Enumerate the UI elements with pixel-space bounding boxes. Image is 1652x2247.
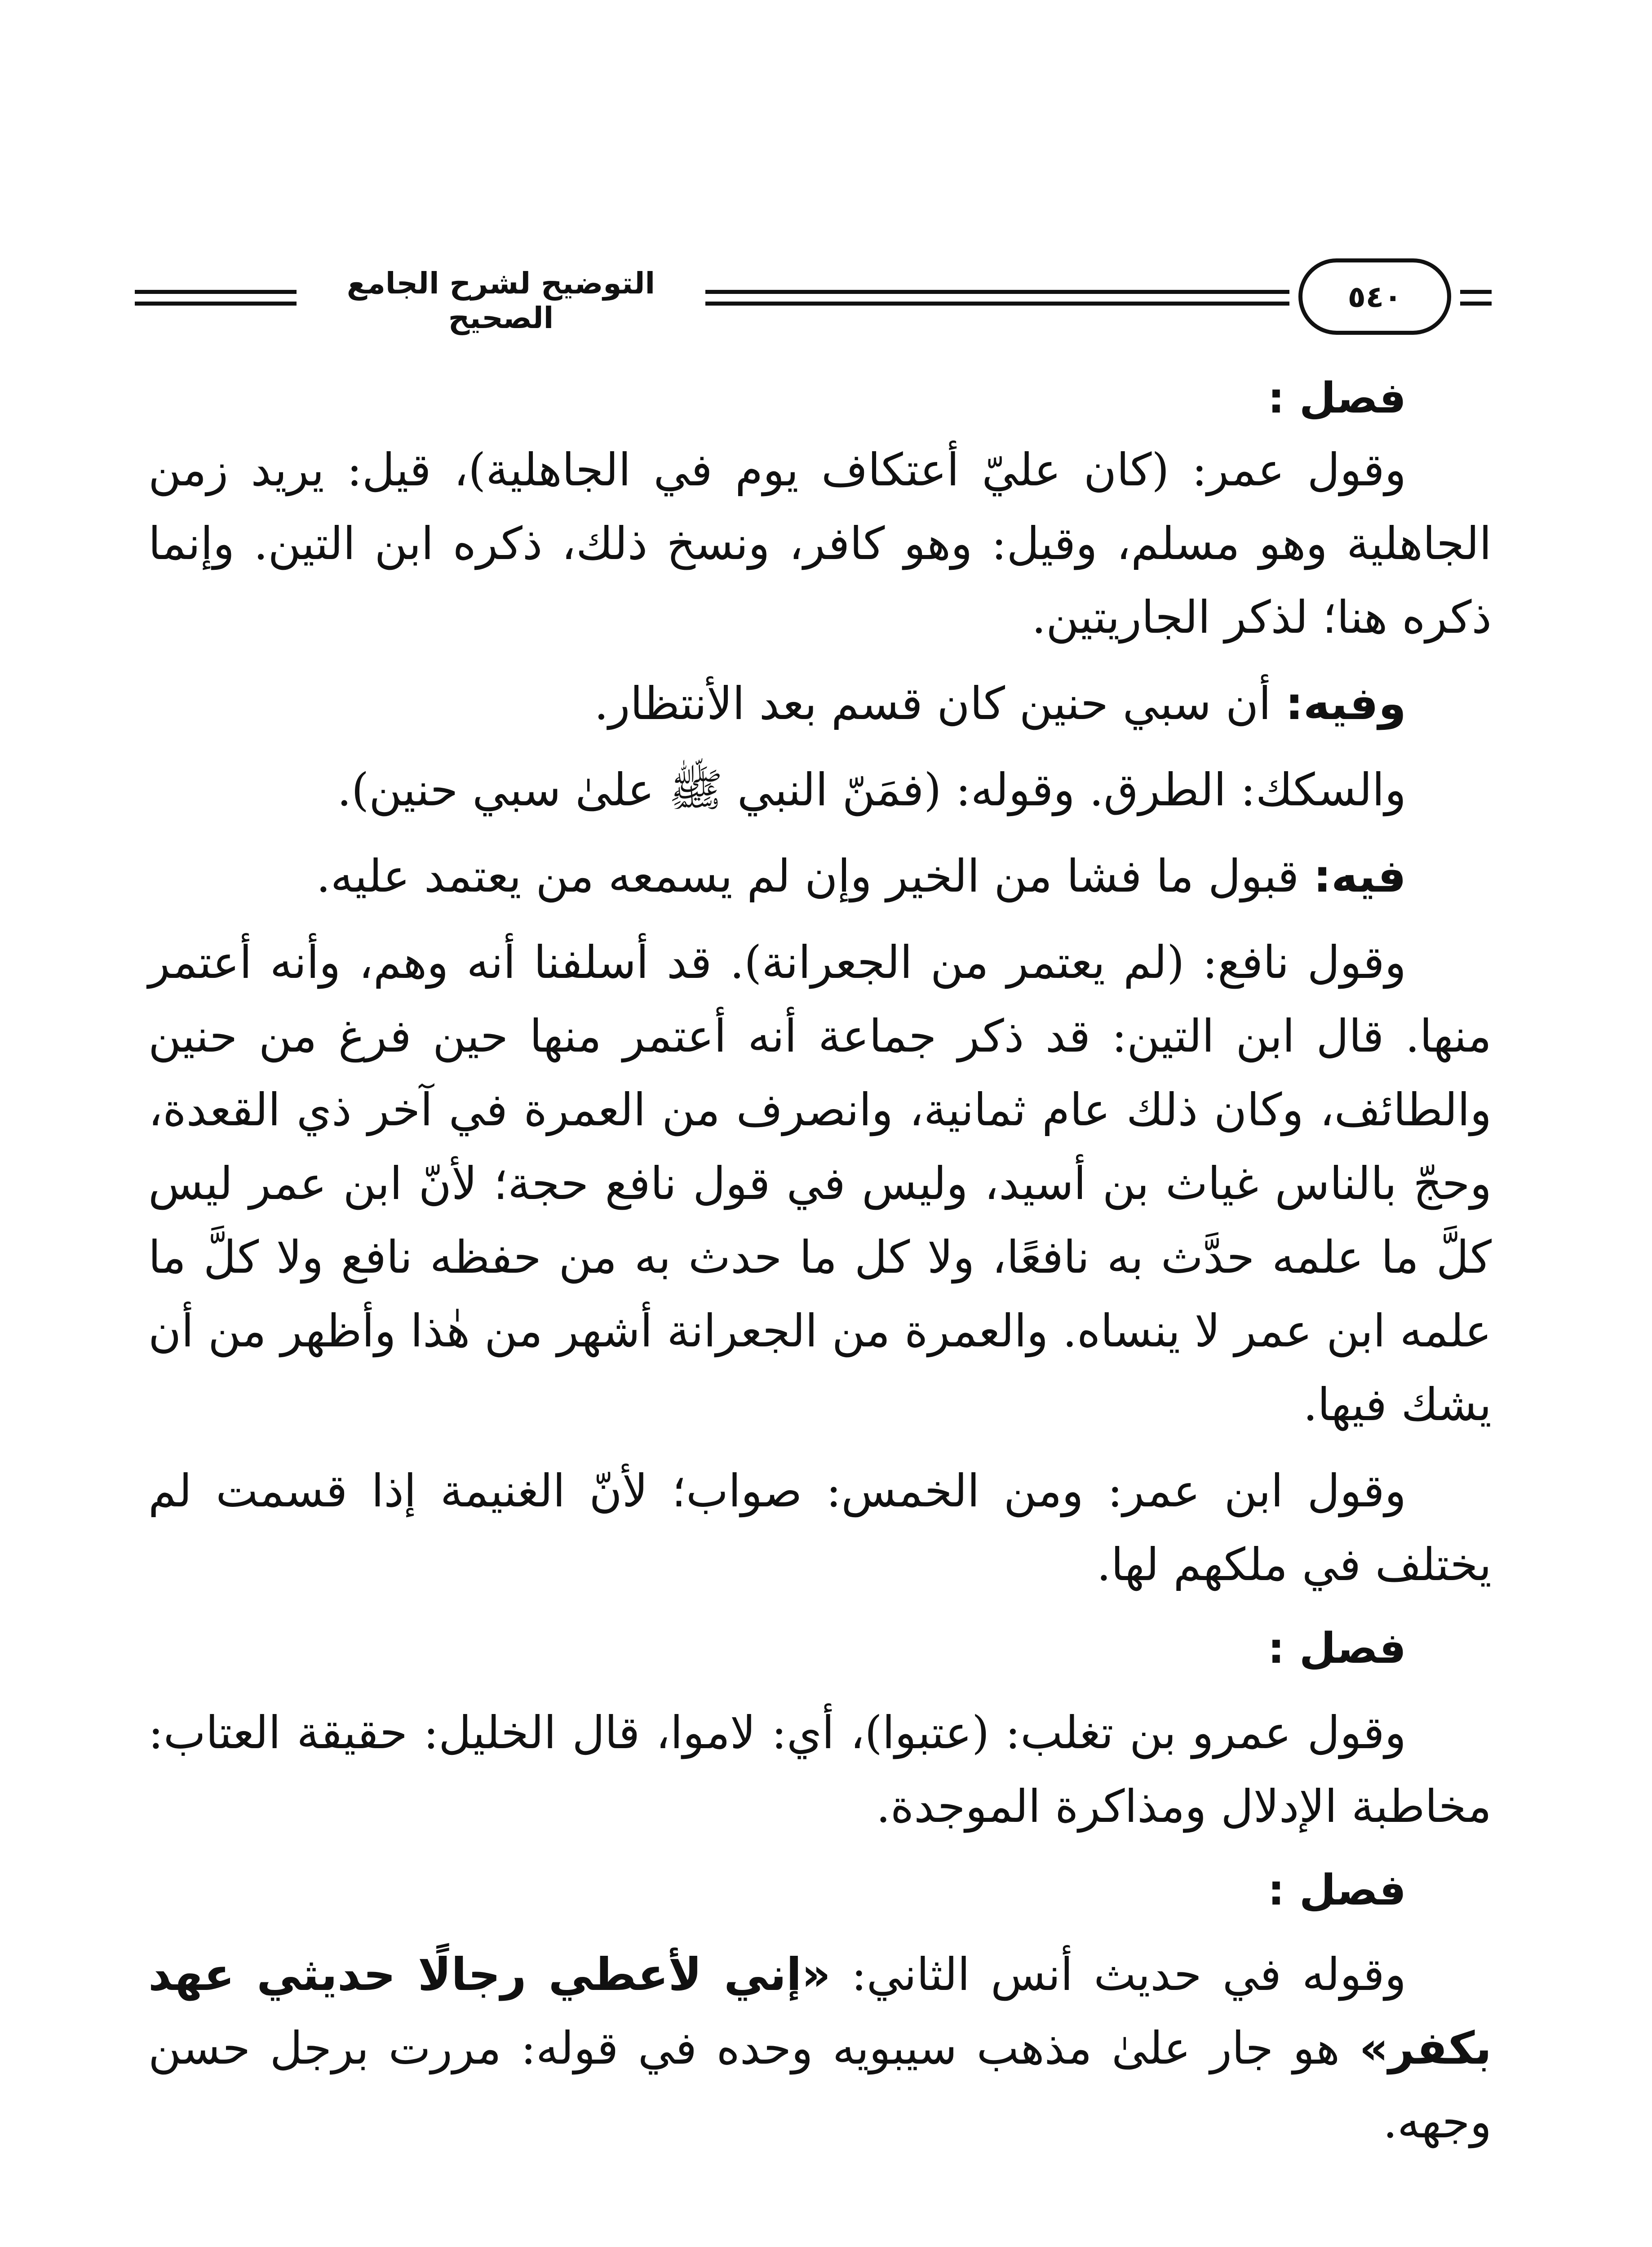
section-heading: فصل : [1267,1624,1406,1674]
page-body [148,364,1492,2159]
hadith-quote: «إني لأعطي رجالًا حديثي عهد بكفر» [148,1948,1492,2075]
paragraph [148,1938,1492,2159]
header-rule-middle [705,290,1289,306]
page-header [135,234,1492,346]
page-number-badge [1298,258,1451,335]
section-heading: فصل : [1267,1866,1406,1915]
paragraph [148,667,1492,741]
page-number: ٥٤٠ [1347,279,1402,314]
header-rule-right [1460,290,1492,306]
paragraph: وقول عمرو بن تغلب: (عتبوا)، أي: لاموا، قال الخليل: حقيقة العتاب: مخاطبة الإدلال ومذاكرة الموجدة. [148,1706,1492,1833]
book-title: التوضيح لشرح الجامع الصحيح [346,266,655,335]
paragraph-text: هو جار علىٰ مذهب سيبويه وحده في قوله: مررت برجل حسن وجهه. [148,2022,1492,2149]
paragraph-text: قبول ما فشا من الخير وإن لم يسمعه من يعتمد عليه. [316,850,1314,903]
paragraph-text: وقوله في حديث أنس الثاني: [830,1948,1406,2001]
paragraph [148,839,1492,913]
paragraph: وقول عمر: (كان عليّ أعتكاف يوم في الجاهلية)، قيل: يريد زمن الجاهلية وهو مسلم، وقيل: وهو كافر، ونسخ ذلك، ذكره ابن التين. وإنما ذكره هنا؛ لذكر الجاريتين. [148,444,1492,644]
paragraph: وقول نافع: (لم يعتمر من الجعرانة). قد أسلفنا أنه وهم، وأنه أعتمر منها. قال ابن التين: قد ذكر جماعة أنه أعتمر منها حين فرغ من حنين والطائف، وكان ذلك عام ثمانية، وانصرف من العمرة في آخر ذي القعدة، وحجّ بالناس غياث بن أسيد، وليس في قول نافع حجة؛ لأنّ ابن عمر ليس كلَّ ما علمه حدَّث به نافعًا، ولا كل ما حدث به من حفظه نافع ولا كلَّ ما علمه ابن عمر لا ينساه. والعمرة من الجعرانة أشهر من هٰذا وأظهر من أن يشك فيها. [148,936,1492,1431]
section-heading: فصل : [1267,374,1406,423]
paragraph-lead: فيه: [1313,850,1406,903]
paragraph-text: أن سبي حنين كان قسم بعد الأنتظار. [594,677,1285,730]
paragraph: والسكك: الطرق. وقوله: (فمَنّ النبي ﷺ علىٰ سبي حنين). [337,764,1406,817]
paragraph-lead: وفيه: [1285,677,1406,730]
header-rule-left [135,290,297,306]
paragraph: وقول ابن عمر: ومن الخمس: صواب؛ لأنّ الغنيمة إذا قسمت لم يختلف في ملكهم لها. [148,1465,1492,1591]
